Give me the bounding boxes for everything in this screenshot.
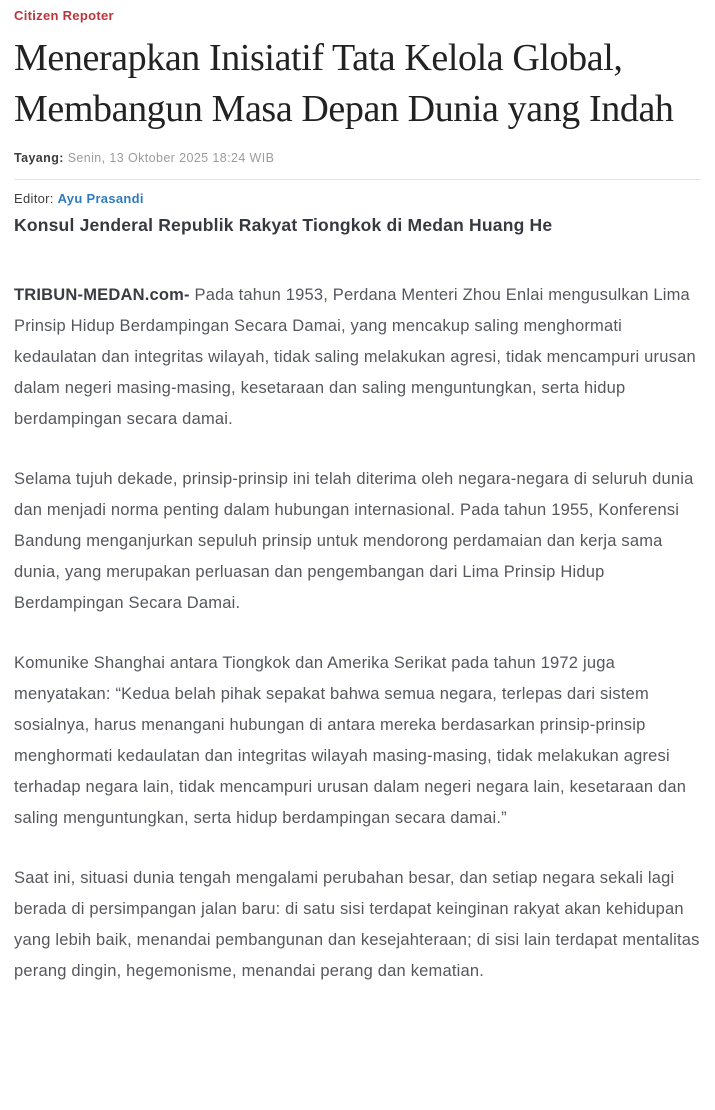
article-body [14,280,701,987]
article-paragraph: Saat ini, situasi dunia tengah mengalami perubahan besar, dan setiap negara sekali lagi berada di persimpangan jalan baru: di satu sisi terdapat keinginan rakyat akan kehidupan yang lebih baik, menandai pembangunan dan kesejahteraan; di sisi lain terdapat mentalitas perang dingin, hegemonisme, menandai perang dan kematian. [14,869,700,980]
editor-name-link[interactable]: Ayu Prasandi [57,191,144,206]
article-paragraph: Selama tujuh dekade, prinsip-prinsip ini telah diterima oleh negara-negara di seluruh dunia dan menjadi norma penting dalam hubungan internasional. Pada tahun 1955, Konferensi Bandung menganjurkan sepuluh prinsip untuk mendorong perdamaian dan kerja sama dunia, yang merupakan perluasan dan pengembangan dari Lima Prinsip Hidup Berdampingan Secara Damai. [14,470,694,612]
divider [14,179,701,180]
editor-label: Editor: [14,191,54,206]
article-headline: Menerapkan Inisiatif Tata Kelola Global, Membangun Masa Depan Dunia yang Indah [14,37,674,130]
article-paragraph: Komunike Shanghai antara Tiongkok dan Amerika Serikat pada tahun 1972 juga menyatakan: “Kedua belah pihak sepakat bahwa semua negara, terlepas dari sistem sosialnya, harus menangani hubungan di antara mereka berdasarkan prinsip-prinsip menghormati kedaulatan dan integritas wilayah masing-masing, tidak melakukan agresi terhadap negara lain, tidak mencampuri urusan dalam negeri negara lain, kesetaraan dan saling menguntungkan, serta hidup berdampingan secara damai.” [14,654,687,827]
editor-meta [14,191,701,206]
article-subheading: Konsul Jenderal Republik Rakyat Tiongkok di Medan Huang He [14,215,553,235]
category-label-link[interactable]: Citizen Repoter [14,8,114,23]
publish-date-label: Tayang: [14,151,64,165]
paragraph-text: Pada tahun 1953, Perdana Menteri Zhou Enlai mengusulkan Lima Prinsip Hidup Berdampingan Secara Damai, yang mencakup saling menghormati kedaulatan dan integritas wilayah, tidak saling melakukan agresi, tidak mencampuri urusan dalam negeri masing-masing, kesetaraan dan saling menguntungkan, serta hidup berdampingan secara damai. [14,286,696,428]
source-label: TRIBUN-MEDAN.com- [14,286,190,304]
article-paragraph [14,280,701,435]
publish-date: Senin, 13 Oktober 2025 18:24 WIB [67,151,275,165]
publish-meta [14,151,701,165]
